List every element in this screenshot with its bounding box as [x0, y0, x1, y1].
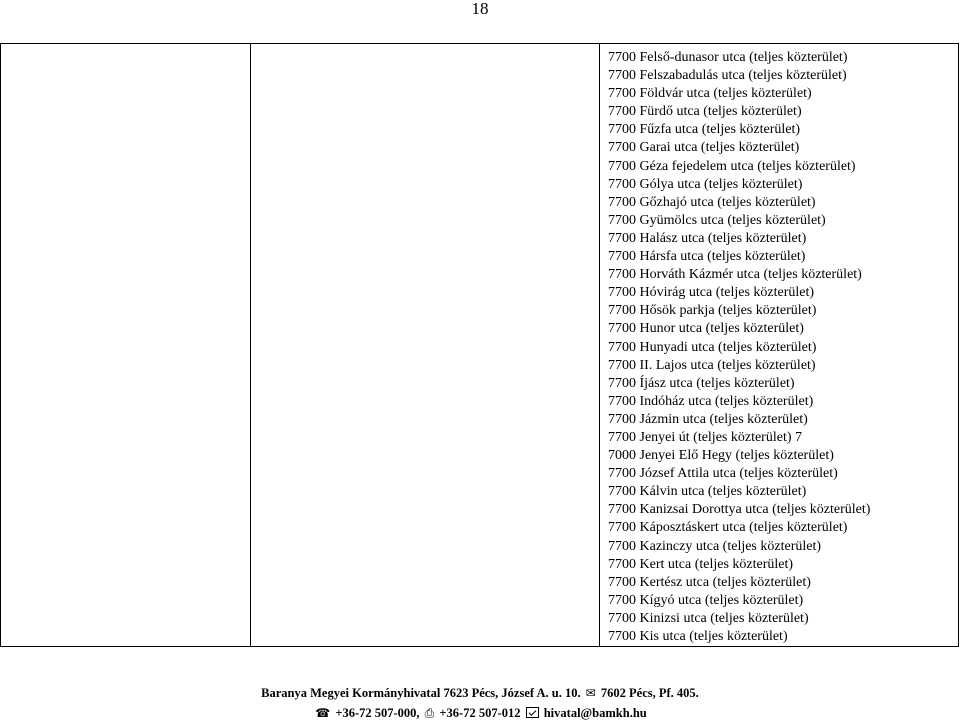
list-item: 7700 Hóvirág utca (teljes közterület) — [608, 285, 815, 301]
phone-icon: ☎ — [315, 706, 331, 720]
email-icon — [526, 707, 539, 718]
list-item: 7700 Íjász utca (teljes közterület) — [608, 375, 795, 391]
footer-pobox: 7602 Pécs, Pf. 405. — [600, 686, 699, 700]
list-item: 7700 Halász utca (teljes közterület) — [608, 230, 807, 246]
list-item: 7700 Jenyei út (teljes közterület) 7 — [608, 429, 802, 445]
list-item: 7700 Felső-dunasor utca (teljes közterület) — [608, 50, 848, 65]
list-item: 7700 Fürdő utca (teljes közterület) — [608, 104, 802, 120]
page-number: 18 — [471, 0, 489, 18]
list-item: 7700 Garai utca (teljes közterület) — [608, 140, 800, 156]
list-item: 7700 Kanizsai Dorottya utca (teljes közterület) — [608, 502, 871, 518]
list-item: 7700 Káposztáskert utca (teljes közterület) — [608, 520, 848, 536]
fax-icon: ⎙ — [424, 706, 435, 720]
table-cell-empty-1 — [1, 44, 251, 647]
list-item: 7700 Gyümölcs utca (teljes közterület) — [608, 212, 826, 228]
list-item: 7700 Kis utca (teljes közterület) — [608, 629, 788, 644]
list-item: 7700 Hársfa utca (teljes közterület) — [608, 249, 806, 265]
list-item: 7700 Kígyó utca (teljes közterület) — [608, 592, 804, 608]
list-item: 7700 Indóház utca (teljes közterület) — [608, 393, 814, 409]
footer — [0, 683, 960, 723]
footer-email: hivatal@bamkh.hu — [543, 706, 647, 720]
list-item: 7700 Gólya utca (teljes közterület) — [608, 176, 803, 192]
footer-phone: +36-72 507-000, — [335, 706, 420, 720]
list-item: 7700 Kazinczy utca (teljes közterület) — [608, 538, 822, 554]
list-item: 7700 Hunor utca (teljes közterület) — [608, 321, 804, 337]
mailbox-icon: ✉ — [585, 686, 596, 700]
footer-fax: +36-72 507-012 — [439, 706, 521, 720]
table-cell-empty-2 — [251, 44, 600, 647]
list-item: 7700 Kert utca (teljes közterület) — [608, 556, 794, 572]
list-item: 7700 Felszabadulás utca (teljes közterület) — [608, 68, 847, 84]
table-cell-streets — [600, 44, 959, 647]
list-item: 7700 II. Lajos utca (teljes közterület) — [608, 357, 816, 373]
list-item: 7700 Géza fejedelem utca (teljes közterület) — [608, 158, 856, 174]
list-item: 7700 Gőzhajó utca (teljes közterület) — [608, 194, 816, 210]
street-table — [0, 43, 959, 647]
list-item: 7700 Fűzfa utca (teljes közterület) — [608, 122, 801, 138]
street-list — [608, 49, 958, 646]
footer-address-line — [0, 683, 960, 703]
table-row — [1, 44, 959, 647]
list-item: 7700 Kertész utca (teljes közterület) — [608, 574, 811, 590]
list-item: 7700 Hunyadi utca (teljes közterület) — [608, 339, 817, 355]
list-item: 7700 Földvár utca (teljes közterület) — [608, 86, 812, 102]
footer-address: Baranya Megyei Kormányhivatal 7623 Pécs, József A. u. 10. — [261, 686, 581, 700]
list-item: 7700 Horváth Kázmér utca (teljes közterület) — [608, 267, 862, 283]
list-item: 7000 Jenyei Elő Hegy (teljes közterület) — [608, 448, 834, 464]
footer-contact-line — [0, 703, 960, 723]
list-item: 7700 Kálvin utca (teljes közterület) — [608, 484, 807, 500]
list-item: 7700 Jázmin utca (teljes közterület) — [608, 411, 808, 427]
list-item: 7700 Hősök parkja (teljes közterület) — [608, 303, 817, 319]
list-item: 7700 József Attila utca (teljes közterület) — [608, 466, 838, 482]
list-item: 7700 Kinizsi utca (teljes közterület) — [608, 610, 809, 626]
